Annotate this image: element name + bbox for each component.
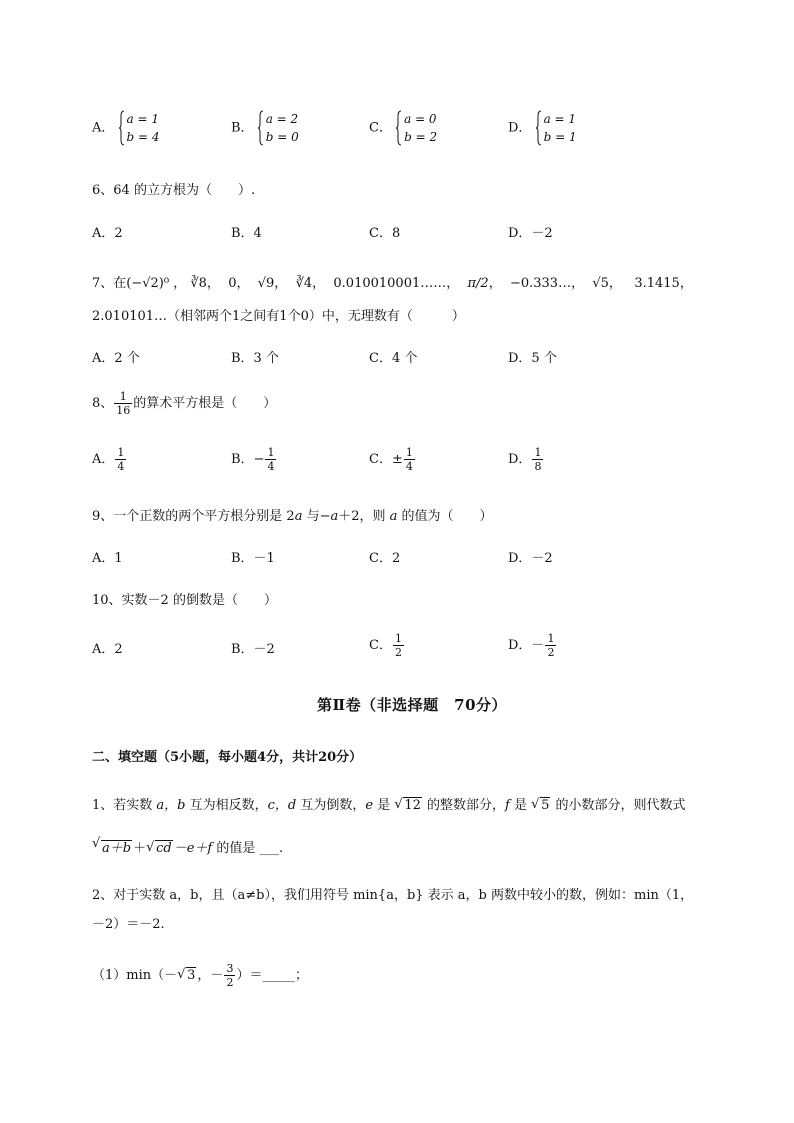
q7-item: √9 [257,276,275,291]
q7-item: 3.1415 [634,276,680,291]
brace-icon [258,110,264,146]
brace-icon [536,110,542,146]
q10-option-c: C． $\frac{1}{2}$ [369,632,402,659]
brace-icon [396,110,402,146]
q6-option-b: B．4 [231,226,262,241]
q7-stem-line1: 7、在(−√2)⁰ ， ∛8， 0， √9， ∛4， 0.010010001……， π/2， −0.333…， √5， 3.1415， [92,276,693,291]
q8-stem: 8、 $\frac{1}{16}$ 的算术平方根是（ ） [92,390,277,417]
q7-item: π/2 [467,276,489,291]
q10-option-a: A．2 [92,642,123,657]
q9-option-d: D．－2 [508,551,553,566]
q10-option-d: D．－ $\frac{1}{2}$ [508,632,555,659]
f2-line2: －2）＝－2. [92,917,165,932]
q9-stem: 9、一个正数的两个平方根分别是 2a 与−a＋2，则 a 的值为（ ） [92,509,493,524]
q5-option-a: A． a = 1 b = 4 [92,112,160,144]
q7-item: ∛8 [190,276,207,291]
q7-item: (−√2)⁰ [126,276,170,291]
q6-stem: 6、64 的立方根为（ ）. [92,183,256,198]
f2-sub1: （1）min（－√ 3 ，－ $\frac{3}{2}$ ）＝_____； [92,962,308,989]
section-title: 第Ⅱ卷（非选择题 70分） [316,696,508,714]
f1-line2: √ a＋b ＋√ cd －e＋f 的值是 ___. [92,837,283,856]
f1-line1: 1、若实数 a，b 互为相反数，c，d 互为倒数，e 是 √ 12 的整数部分，f 是 √ 5 的小数部分，则代数式 [92,794,686,813]
q9-option-c: C．2 [369,551,401,566]
q8-option-a: A． $\frac{1}{4}$ [92,446,125,473]
q10-stem: 10、实数－2 的倒数是（ ） [92,593,277,608]
q7-item: ∛4 [295,276,313,291]
f2-line1: 2、对于实数 a，b，且（a≠b），我们用符号 min{a，b} 表示 a，b 两数中较小的数，例如：min（1， [92,888,694,903]
q6-option-a: A．2 [92,226,123,241]
fill-heading: 二、填空题（5小题，每小题4分，共计20分） [92,750,363,765]
q10-option-b: B．－2 [231,642,275,657]
q8-option-c: C．± $\frac{1}{4}$ [369,446,413,473]
q9-option-b: B．－1 [231,551,275,566]
q7-item: 0.010010001…… [333,276,447,291]
q7-item: 0 [228,276,237,291]
q7-item: √5 [592,276,609,291]
q7-option-d: D．5 个 [508,351,557,366]
q7-option-b: B．3 个 [231,351,279,366]
q5-option-b: B． a = 2 b = 0 [231,112,299,144]
sqrt-5: √ 5 [531,798,550,813]
sqrt-12: √ 12 [394,798,422,813]
q6-option-d: D．－2 [508,226,553,241]
q7-option-a: A．2 个 [92,351,140,366]
q9-option-a: A．1 [92,551,123,566]
q8-option-d: D． $\frac{1}{8}$ [508,446,542,473]
q6-option-c: C．8 [369,226,401,241]
brace-icon [119,110,125,146]
q5-option-d: D． a = 1 b = 1 [508,112,577,144]
q7-stem-line2: 2.010101…（相邻两个1之间有1个0）中，无理数有（ ） [92,309,465,324]
q8-fraction: $\frac{1}{16}$ [116,390,131,417]
q8-option-b: B．− $\frac{1}{4}$ [231,446,275,473]
q7-option-c: C．4 个 [369,351,418,366]
q7-item: −0.333… [509,276,572,291]
q5-option-c: C． a = 0 b = 2 [369,112,438,144]
